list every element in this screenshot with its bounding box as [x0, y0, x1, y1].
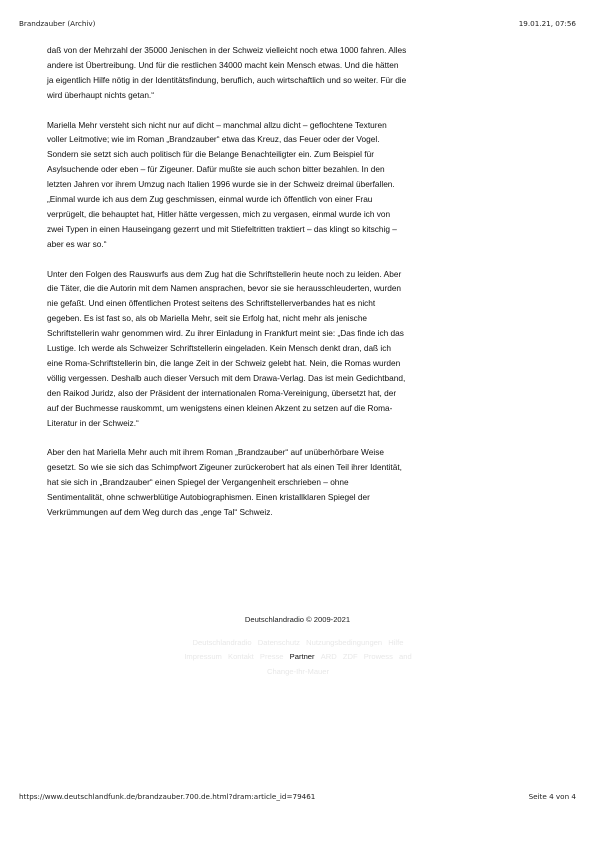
print-datetime: 19.01.21, 07:56 [518, 19, 576, 28]
copyright-notice: Deutschlandradio © 2009-2021 [244, 615, 351, 624]
footer-link[interactable]: Partner [289, 652, 315, 662]
footer-link[interactable]: ZDF [342, 652, 358, 662]
print-header [19, 19, 576, 28]
footer-link[interactable]: Change-Ihr-Mauer [266, 666, 330, 676]
footer-link[interactable]: Nutzungsbedingungen [306, 638, 383, 647]
page-title: Brandzauber (Archiv) [19, 19, 96, 28]
page-url: https://www.deutschlandfunk.de/brandzauber.700.de.html?dram:article_id=79461 [19, 792, 316, 801]
footer-links [178, 636, 418, 679]
article-paragraph: daß von der Mehrzahl der 35000 Jenischen in der Schweiz vielleicht noch etwa 1000 fahren. Alles andere ist Übertreibung. Und für die restlichen 34000 macht kein Mensch etwas. Und die hätten ja eigentlich Hilfe nötig in der Identitätsfindung, beruflich, auch wirtschaftlich und so weiter. Für die wird überhaupt nichts getan.“ [47, 45, 407, 100]
footer-link[interactable]: Datenschutz [257, 638, 300, 647]
article-paragraph: Unter den Folgen des Rauswurfs aus dem Zug hat die Schriftstellerin heute noch zu leiden. Aber die Täter, die die Autorin mit dem Namen ansprachen, bevor sie sie herausschleuderten, wurden nie gefaßt. Und einen öffentlichen Protest seitens des Schriftstellerverbandes hat es nicht gegeben. Es ist fast so, als ob Mariella Mehr, seit sie Erfolg hat, nicht mehr als jenische Schriftstellerin wahr genommen wird. Zu ihrer Einladung in Frankfurt meint sie: „Das finde ich das Lustige. Ich werde als Schweizer Schriftstellerin eingeladen. Kein Mensch denkt dran, daß ich eine Roma-Schriftstellerin bin, die lange Zeit in der Schweiz gelebt hat. Nein, die Romas wurden völlig vergessen. Deshalb auch dieser Versuch mit dem Drawa-Verlag. Das ist mein Gedichtband, den Raikod Juridz, also der Präsident der internationalen Roma-Vereinigung, übersetzt hat, der auf der Buchmesse rauskommt, um wenigstens einen kleinen Akzent zu setzen auf die Roma-Literatur in der Schweiz.“ [47, 268, 406, 428]
article-body [47, 43, 407, 535]
footer-link[interactable]: Presse [259, 652, 284, 662]
article-paragraph: Mariella Mehr versteht sich nicht nur auf dicht – manchmal allzu dicht – geflochtene Texturen voller Leitmotive; wie im Roman „Brandzauber“ etwa das Kreuz, das Feuer oder der Vogel. Sondern sie setzt sich auch politisch für die Belange Benachteiligter ein. Zum Beispiel für Asylsuchende oder eben – für Zigeuner. Dafür mußte sie auch schon bitter bezahlen. In den letzten Jahren vor ihrem Umzug nach Italien 1996 wurde sie in der Schweiz dreimal überfallen. „Einmal wurde ich aus dem Zug geschmissen, einmal wurde ich öffentlich von einer Frau verprügelt, die behauptet hat, Hitler hätte vergessen, mich zu vergasen, einmal wurde ich von zwei Typen in einen Hauseingang gezerrt und mit Stiefeltritten traktiert – das klingt so kitschig – aber es war so.“ [47, 119, 397, 249]
footer-link[interactable]: Prowess [363, 652, 393, 662]
article-paragraph: Aber den hat Mariella Mehr auch mit ihrem Roman „Brandzauber“ auf unüberhörbare Weise gesetzt. So wie sie sich das Schimpfwort Zigeuner zurückerobert hat als einen Teil ihrer Identität, hat sie sich in „Brandzauber“ einen Spiegel der Vergangenheit erschrieben – ohne Sentimentalität, ohne schwerblütige Autobiographismen. Einen kristallklaren Spiegel der Verkrümmungen auf dem Weg durch das „enge Tal“ Schweiz. [47, 447, 402, 518]
footer-link[interactable]: and [399, 652, 412, 662]
footer-link[interactable]: Deutschlandradio [192, 638, 252, 647]
print-footer [19, 792, 576, 801]
footer-link[interactable]: Hilfe [388, 638, 404, 647]
footer-link[interactable]: Kontakt [228, 652, 254, 662]
page-number: Seite 4 von 4 [528, 792, 576, 801]
footer-link[interactable]: Impressum [184, 652, 222, 662]
footer-link[interactable]: ARD [320, 652, 337, 662]
